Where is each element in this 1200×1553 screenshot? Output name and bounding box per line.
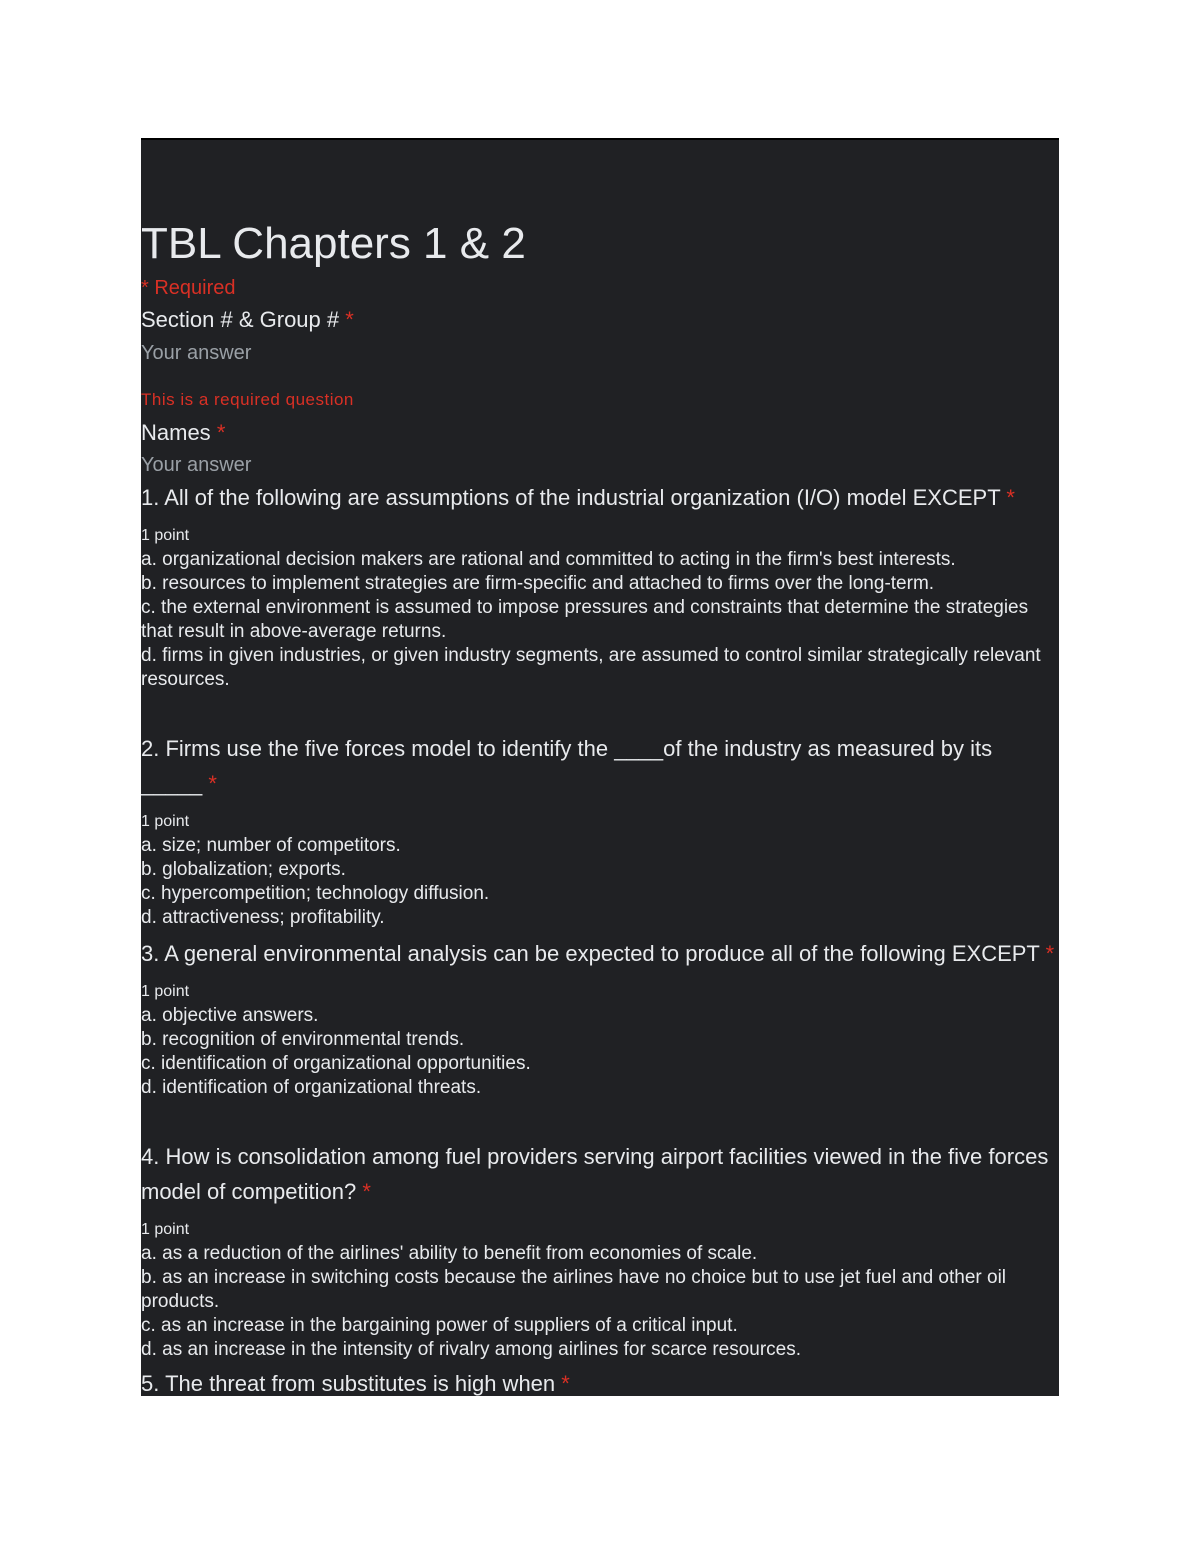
option-d[interactable]: d. attractiveness; profitability. — [141, 907, 385, 928]
option-d[interactable]: d. firms in given industries, or given industry segments, are assumed to control similar strategically relevant resources. — [141, 645, 1041, 690]
question-3-title — [141, 936, 1059, 971]
option-c[interactable]: c. identification of organizational opportunities. — [141, 1053, 531, 1074]
question-2-options — [141, 834, 1059, 930]
option-c[interactable]: c. the external environment is assumed to impose pressures and constraints that determine the strategies that result in above-average returns. — [141, 597, 1029, 642]
question-3 — [141, 936, 1059, 1100]
option-c[interactable]: c. as an increase in the bargaining power of suppliers of a critical input. — [141, 1315, 738, 1336]
option-b[interactable]: b. globalization; exports. — [141, 859, 346, 880]
required-note: * Required — [141, 277, 236, 299]
option-a[interactable]: a. size; number of competitors. — [141, 835, 401, 856]
form-title: TBL Chapters 1 & 2 — [141, 219, 526, 268]
section-group-input[interactable] — [141, 340, 401, 366]
option-a[interactable]: a. as a reduction of the airlines' ability to benefit from economies of scale. — [141, 1243, 758, 1264]
option-c[interactable]: c. hypercompetition; technology diffusion. — [141, 883, 490, 904]
question-1-options — [141, 548, 1059, 692]
section-group-label-text: Section # & Group # — [141, 307, 340, 332]
question-1 — [141, 480, 1059, 692]
section-group-label — [141, 306, 354, 334]
question-1-title — [141, 480, 1059, 515]
required-star: * — [216, 420, 226, 445]
option-d[interactable]: d. identification of organizational threats. — [141, 1077, 482, 1098]
option-b[interactable]: b. as an increase in switching costs because the airlines have no choice but to use jet fuel and other oil products. — [141, 1267, 1007, 1312]
required-star: * — [1006, 485, 1015, 510]
question-2-points: 1 point — [141, 813, 190, 830]
required-star: * — [362, 1179, 371, 1204]
question-2 — [141, 731, 1059, 930]
question-1-text: 1. All of the following are assumptions of the industrial organization (I/O) model EXCEPT — [141, 485, 1001, 510]
question-1-points: 1 point — [141, 527, 190, 544]
option-a[interactable]: a. objective answers. — [141, 1005, 319, 1026]
required-star: * — [1045, 941, 1055, 966]
question-5-title — [141, 1366, 1059, 1396]
option-b[interactable]: b. recognition of environmental trends. — [141, 1029, 465, 1050]
question-4-title — [141, 1139, 1059, 1209]
question-3-text: 3. A general environmental analysis can be expected to produce all of the following EXCEPT — [141, 941, 1040, 966]
question-4-options — [141, 1242, 1059, 1362]
question-3-points: 1 point — [141, 983, 190, 1000]
names-label — [141, 419, 225, 447]
question-4 — [141, 1139, 1059, 1362]
question-4-points: 1 point — [141, 1221, 190, 1238]
required-star: * — [208, 771, 217, 796]
question-3-options — [141, 1004, 1059, 1100]
question-5 — [141, 1366, 1059, 1396]
option-a[interactable]: a. organizational decision makers are rational and committed to acting in the firm's best interests. — [141, 549, 956, 570]
names-label-text: Names — [141, 420, 211, 445]
question-2-text: 2. Firms use the five forces model to identify the ____of the industry as measured by its _____ — [141, 736, 993, 796]
option-b[interactable]: b. resources to implement strategies are firm-specific and attached to firms over the long-term. — [141, 573, 935, 594]
required-star: * — [345, 307, 354, 332]
question-4-text: 4. How is consolidation among fuel providers serving airport facilities viewed in the five forces model of competition? — [141, 1144, 1049, 1204]
question-5-text: 5. The threat from substitutes is high when — [141, 1371, 556, 1396]
required-star: * — [561, 1371, 570, 1396]
option-d[interactable]: d. as an increase in the intensity of rivalry among airlines for scarce resources. — [141, 1339, 802, 1360]
form-panel — [141, 138, 1059, 1396]
question-2-title — [141, 731, 1059, 801]
names-input[interactable] — [141, 452, 401, 478]
required-error-message: This is a required question — [141, 390, 354, 409]
